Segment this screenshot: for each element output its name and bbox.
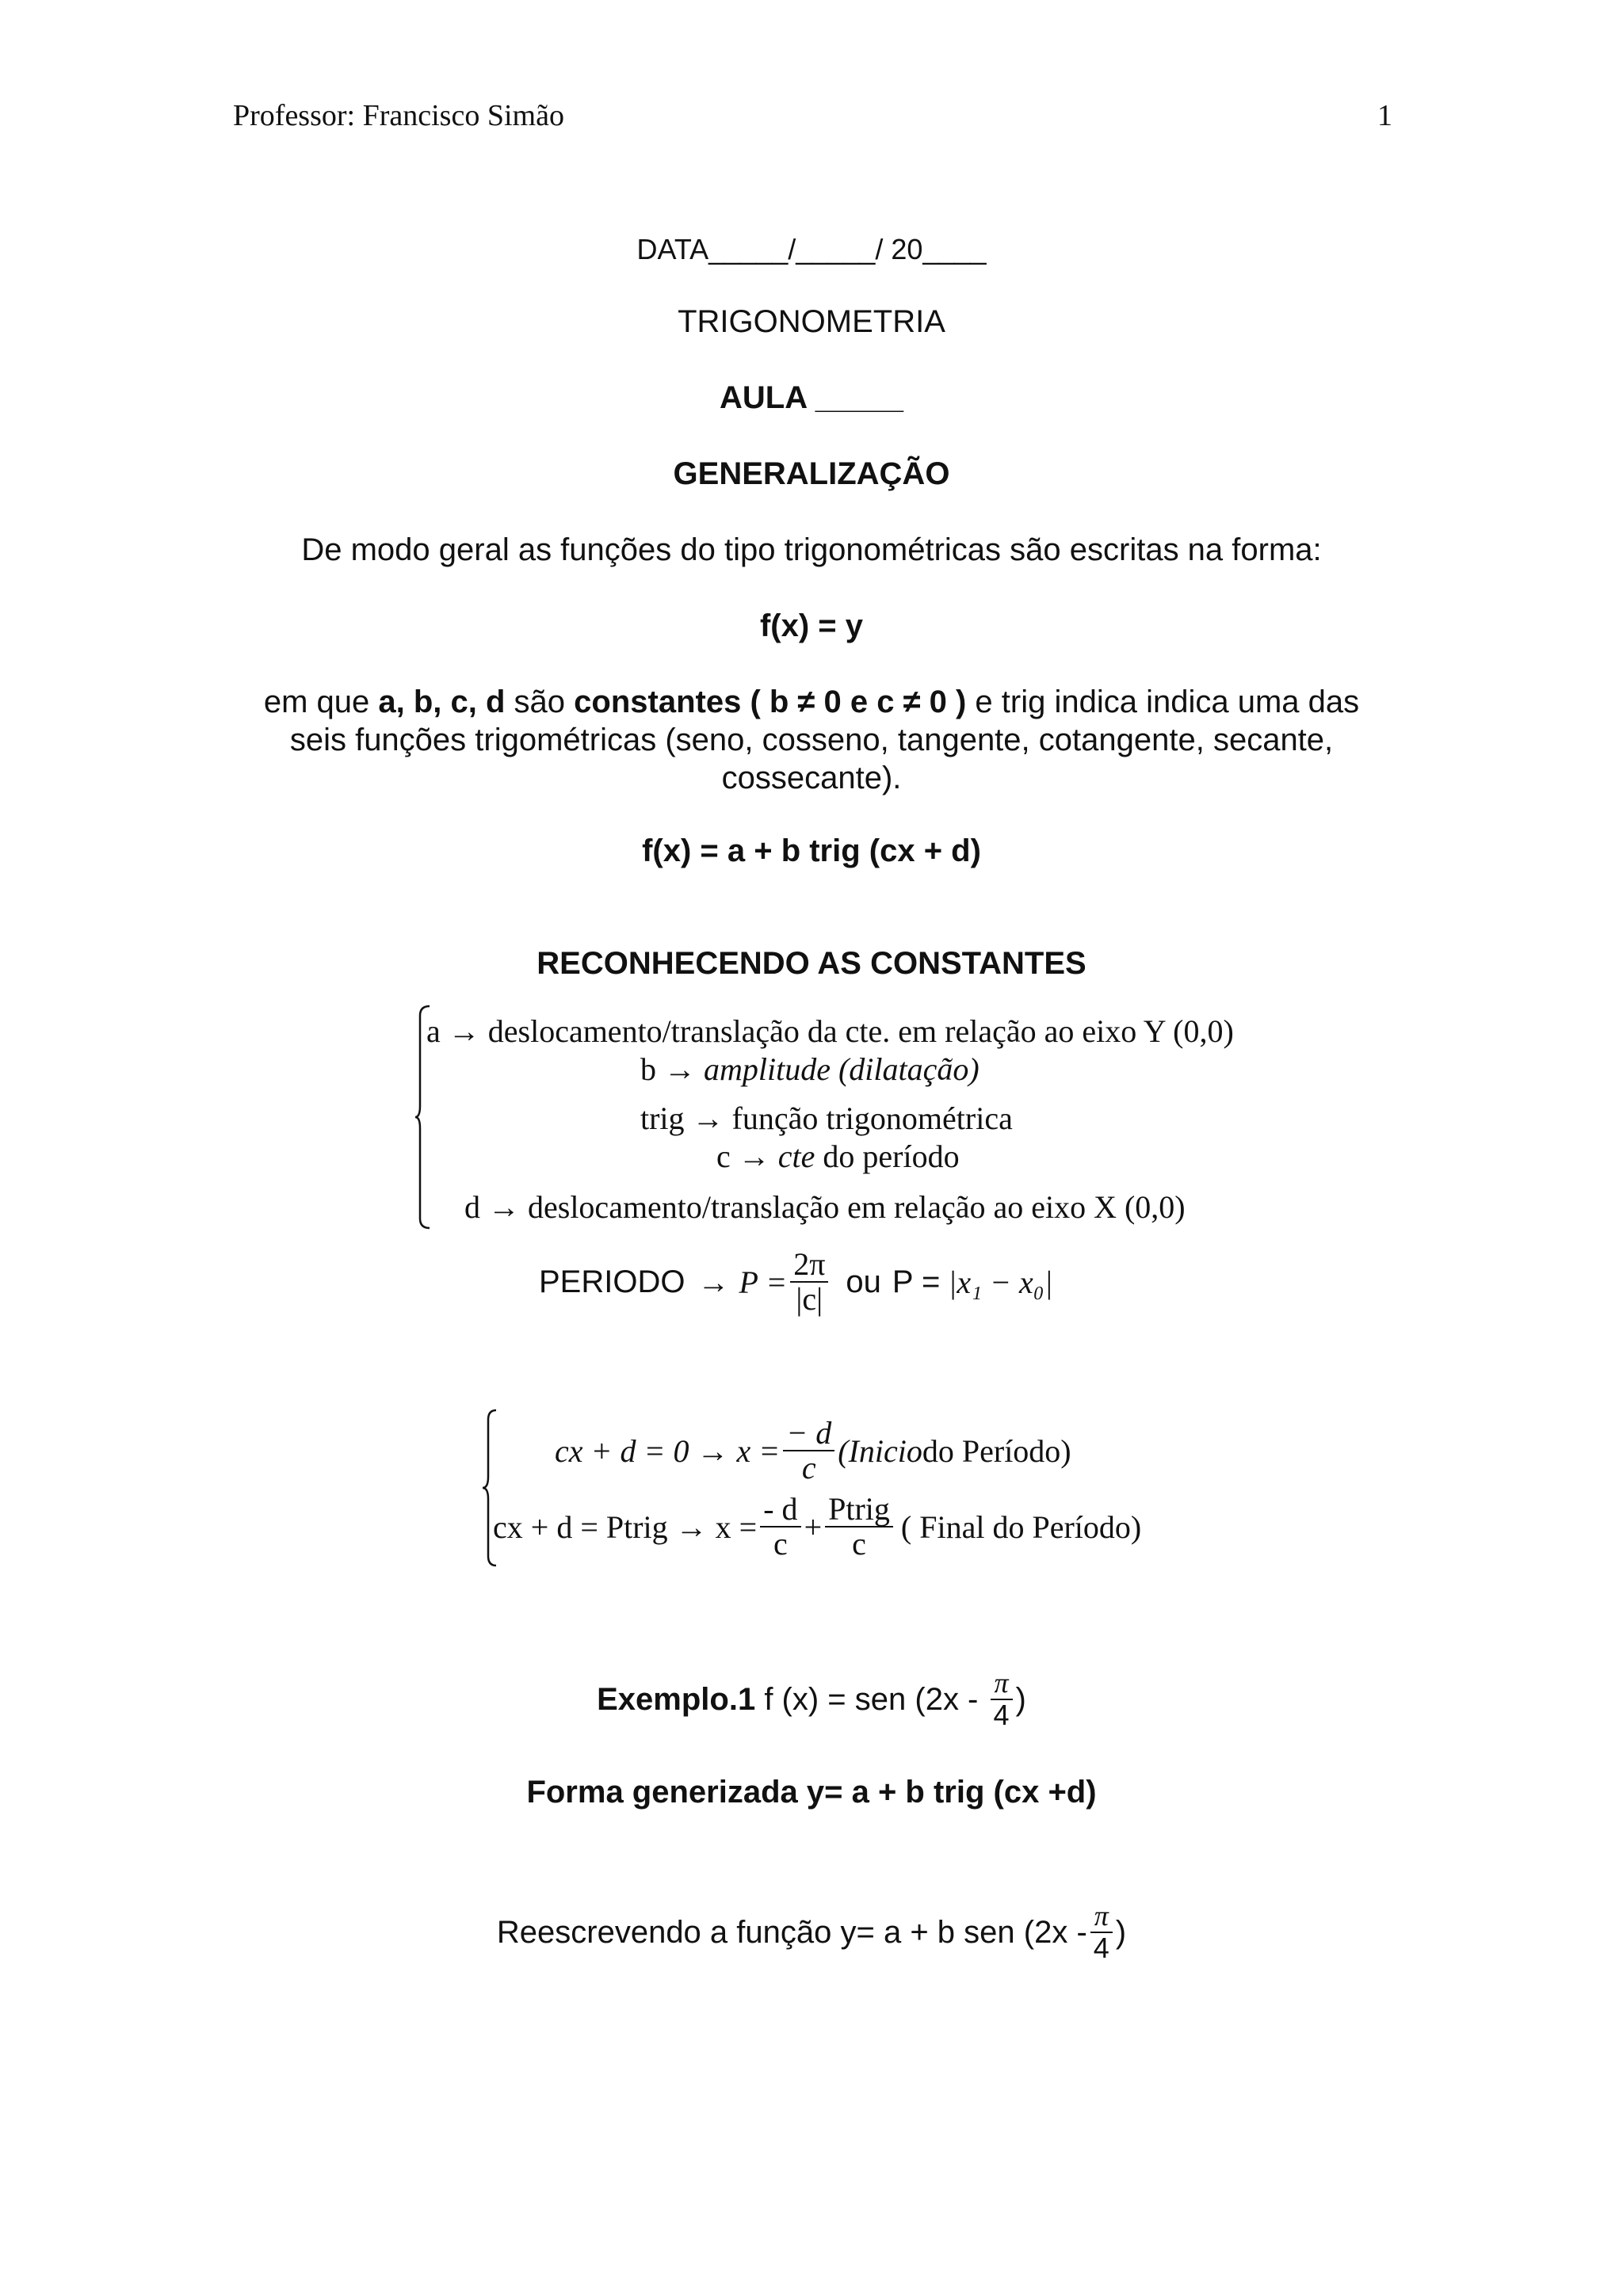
interval-end-denominator-1: c (773, 1526, 788, 1562)
paragraph-bold-constants: constantes ( b ≠ 0 e c ≠ 0 ) (574, 685, 967, 719)
interval-end-fraction-2 (825, 1493, 893, 1561)
period-label: PERIODO (539, 1264, 685, 1299)
period-fraction (790, 1248, 828, 1316)
interval-start-denominator: c (801, 1450, 816, 1486)
paragraph-bold-vars: a, b, c, d (378, 685, 506, 719)
generalized-form: Forma generizada y= a + b trig (cx +d) (526, 1775, 1097, 1810)
constant-b-prefix: b → (640, 1051, 704, 1087)
example-label: Exemplo.1 (597, 1681, 756, 1717)
period-p-equals: P = (739, 1264, 788, 1300)
constant-d: d → deslocamento/translação em relação ao eixo X (0,0) (464, 1189, 1186, 1225)
lesson-title: AULA _____ (720, 380, 903, 415)
intro-text: De modo geral as funções do tipo trigonométricas são escritas na forma: (301, 532, 1322, 567)
interval-start-numerator: − d (783, 1417, 834, 1451)
constant-c-suffix: do período (815, 1138, 960, 1174)
period-formula (539, 1234, 1053, 1329)
interval-end-fraction-1 (760, 1493, 800, 1561)
constant-c (716, 1138, 960, 1175)
constant-b (640, 1051, 980, 1088)
subject-title: TRIGONOMETRIA (678, 304, 945, 339)
period-alt-expr: |x₁ − x₀| (948, 1264, 1053, 1300)
paragraph-text: em que (263, 685, 379, 719)
constant-c-prefix: c → (716, 1138, 778, 1174)
rewrite-line (0, 1889, 1623, 1976)
example-numerator: π (991, 1669, 1013, 1700)
interval-end (493, 1480, 1141, 1573)
constant-trig: trig → função trigonométrica (640, 1100, 1013, 1136)
page-number: 1 (1377, 99, 1392, 132)
interval-end-note: ( Final do Período) (900, 1508, 1142, 1545)
example-denominator: 4 (993, 1699, 1010, 1731)
interval-start-lhs: cx + d = 0 → x = (555, 1432, 781, 1469)
basic-form: f(x) = y (759, 608, 864, 643)
example-close: ) (1015, 1681, 1026, 1717)
constants-paragraph (0, 683, 1623, 797)
interval-end-numerator-1: - d (760, 1493, 800, 1527)
constant-b-desc: amplitude (dilatação) (704, 1051, 980, 1087)
constant-a: a → deslocamento/translação da cte. em relação ao eixo Y (0,0) (426, 1013, 1234, 1049)
rewrite-close: ) (1115, 1914, 1127, 1950)
constant-c-desc: cte (777, 1138, 815, 1174)
interval-start-note: do Período) (922, 1432, 1071, 1469)
arrow-icon: → (697, 1264, 730, 1300)
rewrite-text: Reescrevendo a função y= a + b sen (2x - (496, 1914, 1087, 1950)
example-function: f (x) = sen (2x - (755, 1681, 987, 1717)
period-or: ou (846, 1264, 881, 1299)
rewrite-numerator: π (1090, 1901, 1113, 1933)
interval-plus: + (804, 1508, 823, 1545)
constants-paragraph-line3: cossecante). (721, 761, 902, 795)
constants-paragraph-line2: seis funções trigométricas (seno, cosseno, tangente, cotangente, secante, (289, 723, 1334, 757)
rewrite-denominator: 4 (1093, 1932, 1109, 1964)
period-denominator: |c| (796, 1281, 823, 1317)
interval-start-fraction (783, 1417, 834, 1485)
section-title: GENERALIZAÇÃO (673, 456, 950, 491)
paragraph-text: e trig indica indica uma das (966, 685, 1360, 719)
interval-end-denominator-2: c (852, 1526, 866, 1562)
paragraph-text: são (505, 685, 575, 719)
date-line: DATA_____/_____/ 20____ (636, 233, 987, 265)
period-numerator: 2π (790, 1248, 828, 1283)
header-author: Professor: Francisco Simão (233, 99, 564, 132)
interval-end-lhs: cx + d = Ptrig → x = (493, 1508, 758, 1545)
general-form: f(x) = a + b trig (cx + d) (642, 833, 981, 868)
rewrite-fraction (1090, 1901, 1113, 1963)
interval-start-note-italic: (Inicio (838, 1432, 922, 1469)
interval-end-numerator-2: Ptrig (825, 1493, 893, 1527)
period-alt-equals: P = (892, 1264, 941, 1299)
constants-paragraph-line1 (0, 683, 1623, 721)
recognizing-title: RECONHECENDO AS CONSTANTES (537, 946, 1086, 981)
example-fraction (991, 1669, 1013, 1730)
example-1 (0, 1656, 1623, 1743)
